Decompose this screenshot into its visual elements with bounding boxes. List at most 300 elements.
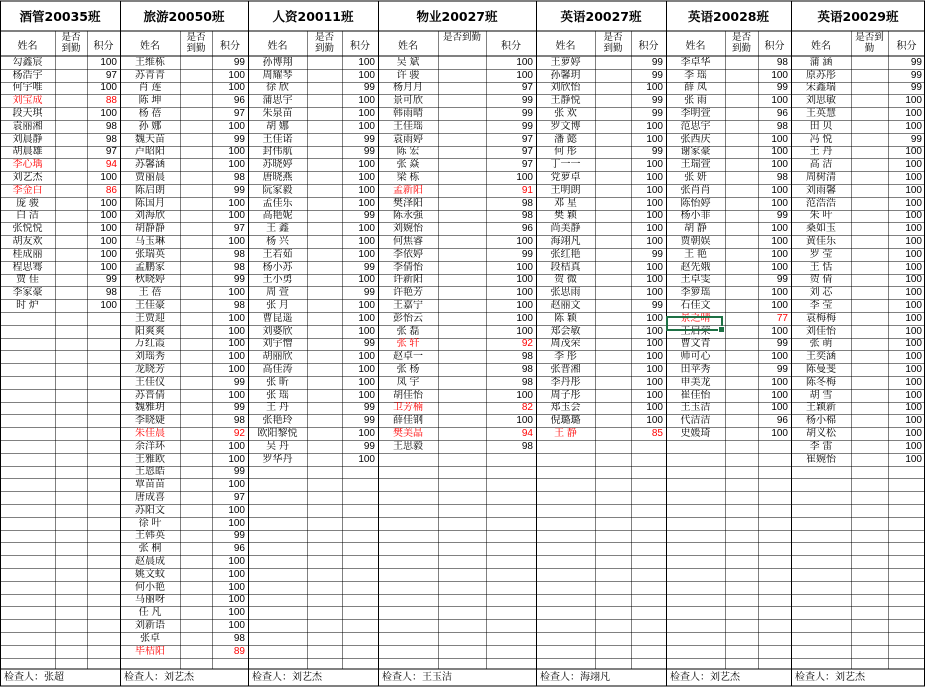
score-cell[interactable]: 100 xyxy=(228,159,245,171)
score-cell[interactable]: 100 xyxy=(228,453,245,465)
student-name-cell[interactable]: 李箩瑶 xyxy=(680,287,711,299)
score-cell[interactable]: 100 xyxy=(905,248,922,260)
score-cell[interactable]: 100 xyxy=(516,274,533,286)
score-cell[interactable]: 98 xyxy=(233,172,245,183)
student-name-cell[interactable]: 吴 丹 xyxy=(266,440,289,452)
score-cell[interactable]: 100 xyxy=(646,287,663,299)
score-cell[interactable]: 100 xyxy=(646,120,663,132)
score-cell[interactable]: 99 xyxy=(910,56,922,68)
student-name-cell[interactable]: 王 蓓 xyxy=(138,287,162,299)
score-cell[interactable]: 100 xyxy=(516,236,533,247)
student-name-cell[interactable]: 张 焱 xyxy=(396,159,420,171)
student-name-cell[interactable]: 刘婉怡 xyxy=(393,223,423,235)
score-cell[interactable]: 100 xyxy=(771,428,788,439)
score-cell[interactable]: 100 xyxy=(905,351,922,363)
student-name-cell[interactable]: 桑如玉 xyxy=(806,223,836,235)
student-name-cell[interactable]: 卢昭阳 xyxy=(135,146,165,158)
student-name-cell[interactable]: 王玉洁 xyxy=(680,402,711,414)
score-cell[interactable]: 100 xyxy=(100,261,117,273)
class-title[interactable]: 人资20011班 xyxy=(272,9,354,24)
score-cell[interactable]: 100 xyxy=(358,69,375,81)
score-cell[interactable]: 100 xyxy=(358,184,375,196)
student-name-cell[interactable]: 樊泽阳 xyxy=(393,197,423,209)
score-cell[interactable]: 100 xyxy=(228,581,245,593)
student-name-cell[interactable]: 李心瑀 xyxy=(12,159,43,171)
student-name-cell[interactable]: 王若茹 xyxy=(262,248,293,260)
score-cell[interactable]: 99 xyxy=(651,146,663,158)
student-name-cell[interactable]: 史媛琦 xyxy=(680,428,711,439)
student-name-cell[interactable]: 袁雨婷 xyxy=(393,133,423,145)
score-cell[interactable]: 100 xyxy=(771,223,788,235)
student-name-cell[interactable]: 龙晓芳 xyxy=(135,364,165,375)
header-score[interactable]: 积分 xyxy=(896,41,917,52)
class-title[interactable]: 酒管20035班 xyxy=(19,9,101,24)
score-cell[interactable]: 99 xyxy=(363,338,375,350)
score-cell[interactable]: 97 xyxy=(105,146,117,158)
student-name-cell[interactable]: 王 鑫 xyxy=(266,223,289,235)
score-cell[interactable]: 96 xyxy=(521,223,533,235)
student-name-cell[interactable]: 庞 骏 xyxy=(16,197,39,209)
class-title[interactable]: 英语20029班 xyxy=(817,9,899,24)
student-name-cell[interactable]: 余洋环 xyxy=(135,440,165,452)
score-cell[interactable]: 100 xyxy=(228,338,245,350)
student-name-cell[interactable]: 李晓婕 xyxy=(135,415,165,427)
student-name-cell[interactable]: 潘 懿 xyxy=(554,133,577,145)
student-name-cell[interactable]: 勾鑫宸 xyxy=(12,56,43,68)
student-name-cell[interactable]: 赵卓一 xyxy=(393,351,423,363)
student-name-cell[interactable]: 阮家毅 xyxy=(262,184,293,196)
student-name-cell[interactable]: 胡友欢 xyxy=(12,236,43,247)
score-cell[interactable]: 100 xyxy=(228,479,245,491)
score-cell[interactable]: 100 xyxy=(358,312,375,324)
score-cell[interactable]: 98 xyxy=(233,248,245,260)
student-name-cell[interactable]: 张 月 xyxy=(266,300,289,311)
student-name-cell[interactable]: 蒲思宇 xyxy=(262,95,293,107)
score-cell[interactable]: 100 xyxy=(905,184,922,196)
score-cell[interactable]: 99 xyxy=(651,248,663,260)
score-cell[interactable]: 98 xyxy=(776,172,788,183)
score-cell[interactable]: 98 xyxy=(521,376,533,388)
score-cell[interactable]: 100 xyxy=(771,402,788,414)
score-cell[interactable]: 100 xyxy=(771,248,788,260)
student-name-cell[interactable]: 韩雨晴 xyxy=(393,108,423,119)
score-cell[interactable]: 100 xyxy=(516,312,533,324)
score-cell[interactable]: 99 xyxy=(363,146,375,158)
header-score[interactable]: 积分 xyxy=(220,41,240,52)
score-cell[interactable]: 99 xyxy=(521,248,533,260)
header-name[interactable]: 姓名 xyxy=(140,41,160,52)
student-name-cell[interactable]: 倪璐璐 xyxy=(550,415,581,427)
student-name-cell[interactable]: 万红霞 xyxy=(135,338,165,350)
student-name-cell[interactable]: 张 萌 xyxy=(809,338,833,350)
inspector-cell[interactable] xyxy=(0,671,120,685)
score-cell[interactable]: 99 xyxy=(233,56,245,68)
student-name-cell[interactable]: 王恩皓 xyxy=(135,466,165,478)
student-name-cell[interactable]: 袁丽湘 xyxy=(12,120,43,132)
score-cell[interactable]: 100 xyxy=(905,197,922,209)
student-name-cell[interactable]: 田苹秀 xyxy=(680,364,711,375)
score-cell[interactable]: 100 xyxy=(358,56,375,68)
student-name-cell[interactable]: 张西庆 xyxy=(680,133,711,145)
student-name-cell[interactable]: 卫芳楠 xyxy=(393,402,423,414)
score-cell[interactable]: 100 xyxy=(358,120,375,132)
student-name-cell[interactable]: 王佳豪 xyxy=(135,300,165,311)
score-cell[interactable]: 100 xyxy=(358,453,375,465)
student-name-cell[interactable]: 张艳玲 xyxy=(262,415,293,427)
score-cell[interactable]: 100 xyxy=(646,197,663,209)
student-name-cell[interactable]: 张普湘 xyxy=(550,364,581,375)
score-cell[interactable]: 97 xyxy=(521,133,533,145)
student-name-cell[interactable]: 王佳瑶 xyxy=(393,120,423,132)
student-name-cell[interactable]: 王维栋 xyxy=(135,56,165,68)
header-score[interactable]: 积分 xyxy=(764,41,785,52)
score-cell[interactable]: 100 xyxy=(358,197,375,209)
student-name-cell[interactable]: 许艳芳 xyxy=(393,287,423,299)
score-cell[interactable]: 99 xyxy=(233,133,245,145)
score-cell[interactable]: 99 xyxy=(776,364,788,375)
student-name-cell[interactable]: 原苏彤 xyxy=(806,69,836,81)
score-cell[interactable]: 100 xyxy=(771,133,788,145)
inspector-cell[interactable] xyxy=(666,671,791,685)
student-name-cell[interactable]: 李倩怡 xyxy=(393,261,423,273)
score-cell[interactable]: 100 xyxy=(358,172,375,183)
score-cell[interactable]: 100 xyxy=(228,389,245,401)
student-name-cell[interactable]: 高艳妮 xyxy=(262,210,293,222)
inspector-cell[interactable] xyxy=(536,671,666,685)
student-name-cell[interactable]: 胡佳怡 xyxy=(393,389,423,401)
student-name-cell[interactable]: 刘婆欣 xyxy=(262,325,293,337)
score-cell[interactable]: 100 xyxy=(228,146,245,158)
score-cell[interactable]: 100 xyxy=(905,261,922,273)
header-attendance[interactable]: 是否到勤 xyxy=(186,32,206,54)
student-name-cell[interactable]: 王萝婷 xyxy=(550,56,581,68)
student-name-cell[interactable]: 党萝卓 xyxy=(550,172,581,183)
student-name-cell[interactable]: 张悦悦 xyxy=(12,223,43,235)
score-cell[interactable]: 98 xyxy=(105,120,117,132)
score-cell[interactable]: 99 xyxy=(776,210,788,222)
score-cell[interactable]: 100 xyxy=(358,248,375,260)
student-name-cell[interactable]: 彭怡云 xyxy=(393,312,423,324)
student-name-cell[interactable]: 崔佳怡 xyxy=(680,389,711,401)
student-name-cell[interactable]: 丁一一 xyxy=(550,159,581,171)
header-name[interactable]: 姓名 xyxy=(555,41,576,52)
score-cell[interactable]: 100 xyxy=(228,568,245,580)
score-cell[interactable]: 100 xyxy=(358,95,375,107)
header-name[interactable]: 姓名 xyxy=(685,41,706,52)
student-name-cell[interactable]: 秋晓婷 xyxy=(135,274,165,286)
score-cell[interactable]: 100 xyxy=(100,172,117,183)
score-cell[interactable]: 100 xyxy=(771,376,788,388)
score-cell[interactable]: 99 xyxy=(363,402,375,414)
header-score[interactable]: 积分 xyxy=(93,41,114,52)
score-cell[interactable]: 100 xyxy=(771,351,788,363)
student-name-cell[interactable]: 李金白 xyxy=(12,184,43,196)
score-cell[interactable]: 100 xyxy=(646,364,663,375)
score-cell[interactable]: 100 xyxy=(228,287,245,299)
score-cell[interactable]: 99 xyxy=(651,108,663,119)
student-name-cell[interactable]: 陈启朗 xyxy=(135,184,165,196)
student-name-cell[interactable]: 张肖肖 xyxy=(680,184,711,196)
student-name-cell[interactable]: 张 轩 xyxy=(396,338,420,350)
score-cell[interactable]: 100 xyxy=(905,95,922,107)
score-cell[interactable]: 100 xyxy=(100,108,117,119)
student-name-cell[interactable]: 石佳文 xyxy=(680,300,711,311)
score-cell[interactable]: 89 xyxy=(233,645,245,657)
student-name-cell[interactable]: 蒲 涵 xyxy=(809,56,833,68)
header-score[interactable]: 积分 xyxy=(350,41,370,52)
score-cell[interactable]: 100 xyxy=(100,210,117,222)
score-cell[interactable]: 98 xyxy=(521,197,533,209)
score-cell[interactable]: 100 xyxy=(905,146,922,158)
student-name-cell[interactable]: 苏晋倩 xyxy=(135,389,165,401)
inspector-cell[interactable] xyxy=(248,671,378,685)
score-cell[interactable]: 100 xyxy=(905,108,922,119)
score-cell[interactable]: 99 xyxy=(233,274,245,286)
student-name-cell[interactable]: 唐晓燕 xyxy=(262,172,293,183)
student-name-cell[interactable]: 许 骏 xyxy=(396,69,420,81)
score-cell[interactable]: 99 xyxy=(776,274,788,286)
student-name-cell[interactable]: 许新阳 xyxy=(393,274,423,286)
score-cell[interactable]: 100 xyxy=(228,440,245,452)
score-cell[interactable]: 96 xyxy=(233,543,245,555)
score-cell[interactable]: 100 xyxy=(358,428,375,439)
student-name-cell[interactable]: 姚文蚊 xyxy=(135,568,165,580)
score-cell[interactable]: 99 xyxy=(910,82,922,94)
student-name-cell[interactable]: 徐 叶 xyxy=(138,517,162,529)
score-cell[interactable]: 100 xyxy=(905,415,922,427)
score-cell[interactable]: 97 xyxy=(233,108,245,119)
score-cell[interactable]: 100 xyxy=(358,223,375,235)
score-cell[interactable]: 85 xyxy=(651,428,663,439)
header-name[interactable]: 姓名 xyxy=(398,41,418,52)
score-cell[interactable]: 97 xyxy=(521,159,533,171)
score-cell[interactable]: 99 xyxy=(363,210,375,222)
score-cell[interactable]: 100 xyxy=(100,223,117,235)
header-name[interactable]: 姓名 xyxy=(811,41,831,52)
student-name-cell[interactable]: 李卓华 xyxy=(680,56,711,68)
score-cell[interactable]: 100 xyxy=(516,172,533,183)
score-cell[interactable]: 100 xyxy=(646,312,663,324)
score-cell[interactable]: 100 xyxy=(646,159,663,171)
score-cell[interactable]: 100 xyxy=(228,504,245,516)
score-cell[interactable]: 96 xyxy=(233,95,245,107)
score-cell[interactable]: 100 xyxy=(646,82,663,94)
student-name-cell[interactable]: 范思宇 xyxy=(680,120,711,132)
score-cell[interactable]: 100 xyxy=(905,376,922,388)
score-cell[interactable]: 100 xyxy=(905,389,922,401)
student-name-cell[interactable]: 刘瑶秀 xyxy=(135,351,165,363)
student-name-cell[interactable]: 孙馨玥 xyxy=(550,69,581,81)
student-name-cell[interactable]: 王明朗 xyxy=(550,184,581,196)
student-name-cell[interactable]: 周 萱 xyxy=(266,287,289,299)
score-cell[interactable]: 99 xyxy=(233,466,245,478)
student-name-cell[interactable]: 凤 宇 xyxy=(396,376,420,388)
score-cell[interactable]: 99 xyxy=(233,184,245,196)
student-name-cell[interactable]: 赵丽文 xyxy=(550,300,581,311)
score-cell[interactable]: 100 xyxy=(771,184,788,196)
score-cell[interactable]: 92 xyxy=(233,428,245,439)
score-cell[interactable]: 99 xyxy=(363,287,375,299)
score-cell[interactable]: 100 xyxy=(771,389,788,401)
score-cell[interactable]: 100 xyxy=(646,223,663,235)
student-name-cell[interactable]: 李 莹 xyxy=(809,300,833,311)
student-name-cell[interactable]: 贾 佳 xyxy=(16,274,39,286)
score-cell[interactable]: 100 xyxy=(905,287,922,299)
student-name-cell[interactable]: 尚美静 xyxy=(550,223,581,235)
score-cell[interactable]: 100 xyxy=(228,325,245,337)
score-cell[interactable]: 100 xyxy=(646,325,663,337)
student-name-cell[interactable]: 师可心 xyxy=(680,351,711,363)
student-name-cell[interactable]: 李明萱 xyxy=(680,108,711,119)
student-name-cell[interactable]: 王英慧 xyxy=(806,108,836,119)
score-cell[interactable]: 100 xyxy=(358,159,375,171)
score-cell[interactable]: 100 xyxy=(358,325,375,337)
header-attendance[interactable]: 是否到勤 xyxy=(442,32,481,43)
student-name-cell[interactable]: 王小勇 xyxy=(262,274,293,286)
score-cell[interactable]: 100 xyxy=(228,620,245,631)
score-cell[interactable]: 100 xyxy=(905,120,922,132)
student-name-cell[interactable]: 李 彤 xyxy=(554,351,577,363)
student-name-cell[interactable]: 李 瑶 xyxy=(684,69,707,81)
score-cell[interactable]: 100 xyxy=(228,82,245,94)
student-name-cell[interactable]: 田 贝 xyxy=(809,120,833,132)
score-cell[interactable]: 100 xyxy=(228,364,245,375)
score-cell[interactable]: 100 xyxy=(771,69,788,81)
student-name-cell[interactable]: 苏晓婷 xyxy=(262,159,293,171)
student-name-cell[interactable]: 王韩英 xyxy=(135,530,165,542)
score-cell[interactable]: 100 xyxy=(646,184,663,196)
score-cell[interactable]: 100 xyxy=(905,274,922,286)
student-name-cell[interactable]: 刘晨静 xyxy=(12,133,43,145)
score-cell[interactable]: 100 xyxy=(228,69,245,81)
student-name-cell[interactable]: 杨小苏 xyxy=(262,261,293,273)
score-cell[interactable]: 100 xyxy=(100,56,117,68)
student-name-cell[interactable]: 马丽呀 xyxy=(135,594,165,606)
score-cell[interactable]: 100 xyxy=(516,56,533,68)
score-cell[interactable]: 98 xyxy=(233,415,245,427)
score-cell[interactable]: 98 xyxy=(776,120,788,132)
student-name-cell[interactable]: 刘艺杰 xyxy=(12,172,43,183)
student-name-cell[interactable]: 范浩浩 xyxy=(806,197,836,209)
student-name-cell[interactable]: 王佳诺 xyxy=(262,133,293,145)
student-name-cell[interactable]: 任 凡 xyxy=(138,607,162,619)
student-name-cell[interactable]: 陈 颖 xyxy=(554,312,577,324)
score-cell[interactable]: 100 xyxy=(771,159,788,171)
score-cell[interactable]: 98 xyxy=(233,300,245,311)
score-cell[interactable]: 100 xyxy=(358,351,375,363)
score-cell[interactable]: 100 xyxy=(228,312,245,324)
score-cell[interactable]: 100 xyxy=(646,274,663,286)
score-cell[interactable]: 99 xyxy=(651,95,663,107)
student-name-cell[interactable]: 何焦睿 xyxy=(393,236,423,247)
student-name-cell[interactable]: 陈国月 xyxy=(135,197,165,209)
student-name-cell[interactable]: 刘思敏 xyxy=(806,95,836,107)
student-name-cell[interactable]: 刘佳怡 xyxy=(806,325,836,337)
score-cell[interactable]: 100 xyxy=(100,236,117,247)
student-name-cell[interactable]: 贾丽晨 xyxy=(135,172,165,183)
student-name-cell[interactable]: 刘宝成 xyxy=(12,95,43,107)
student-name-cell[interactable]: 郑玉会 xyxy=(550,402,581,414)
student-name-cell[interactable]: 段天琪 xyxy=(12,108,43,119)
student-name-cell[interactable]: 李 雷 xyxy=(809,440,833,452)
score-cell[interactable]: 98 xyxy=(521,210,533,222)
score-cell[interactable]: 100 xyxy=(905,236,922,247)
student-name-cell[interactable]: 樊 颖 xyxy=(554,210,577,222)
student-name-cell[interactable]: 孙博翔 xyxy=(262,56,293,68)
student-name-cell[interactable]: 苏青青 xyxy=(135,69,165,81)
student-name-cell[interactable]: 胡丽欣 xyxy=(262,351,293,363)
score-cell[interactable]: 99 xyxy=(521,120,533,132)
student-name-cell[interactable]: 张瑞英 xyxy=(135,248,165,260)
student-name-cell[interactable]: 张 妍 xyxy=(684,172,707,183)
student-name-cell[interactable]: 胡 雪 xyxy=(809,389,833,401)
student-name-cell[interactable]: 杨小棉 xyxy=(806,415,836,427)
student-name-cell[interactable]: 陈曼斐 xyxy=(806,364,836,375)
header-attendance[interactable]: 是否到勤 xyxy=(603,32,623,54)
student-name-cell[interactable]: 封伟航 xyxy=(262,146,293,158)
student-name-cell[interactable]: 杨月月 xyxy=(393,82,423,94)
student-name-cell[interactable]: 海翊凡 xyxy=(550,236,581,247)
score-cell[interactable]: 100 xyxy=(358,364,375,375)
student-name-cell[interactable]: 王奕涵 xyxy=(806,351,836,363)
student-name-cell[interactable]: 苏馨涵 xyxy=(135,159,165,171)
student-name-cell[interactable]: 高佳涛 xyxy=(262,364,293,375)
score-cell[interactable]: 98 xyxy=(521,351,533,363)
score-cell[interactable]: 92 xyxy=(521,338,533,350)
score-cell[interactable]: 100 xyxy=(228,351,245,363)
score-cell[interactable]: 100 xyxy=(905,364,922,375)
score-cell[interactable]: 99 xyxy=(363,440,375,452)
inspector-cell[interactable] xyxy=(791,671,925,685)
student-name-cell[interactable]: 王 丹 xyxy=(266,402,289,414)
score-cell[interactable]: 99 xyxy=(233,376,245,388)
student-name-cell[interactable]: 王佳仪 xyxy=(135,376,165,388)
score-cell[interactable]: 100 xyxy=(516,261,533,273)
score-cell[interactable]: 100 xyxy=(646,133,663,145)
score-cell[interactable]: 100 xyxy=(358,300,375,311)
score-cell[interactable]: 98 xyxy=(233,261,245,273)
score-cell[interactable]: 99 xyxy=(363,133,375,145)
score-cell[interactable]: 94 xyxy=(521,428,533,439)
student-name-cell[interactable]: 孟鹏家 xyxy=(135,261,165,273)
student-name-cell[interactable]: 时 炉 xyxy=(16,300,39,311)
score-cell[interactable]: 86 xyxy=(105,184,117,196)
student-name-cell[interactable]: 王启荣 xyxy=(680,325,711,337)
student-name-cell[interactable]: 张 昕 xyxy=(266,376,289,388)
score-cell[interactable]: 100 xyxy=(905,453,922,465)
student-name-cell[interactable]: 刘海欣 xyxy=(135,210,165,222)
student-name-cell[interactable]: 王思毅 xyxy=(393,440,423,452)
score-cell[interactable]: 97 xyxy=(233,223,245,235)
header-name[interactable]: 姓名 xyxy=(267,41,288,52)
student-name-cell[interactable]: 郑会敏 xyxy=(550,325,581,337)
score-cell[interactable]: 97 xyxy=(521,146,533,158)
student-name-cell[interactable]: 王 艳 xyxy=(684,248,707,260)
score-cell[interactable]: 100 xyxy=(771,261,788,273)
student-name-cell[interactable]: 赵晨成 xyxy=(135,556,165,567)
score-cell[interactable]: 99 xyxy=(233,530,245,542)
student-name-cell[interactable]: 邓 星 xyxy=(554,197,577,209)
student-name-cell[interactable]: 胡 娜 xyxy=(266,120,289,132)
student-name-cell[interactable]: 胡 静 xyxy=(684,223,707,235)
class-title[interactable]: 旅游20050班 xyxy=(143,9,225,24)
score-cell[interactable]: 100 xyxy=(646,415,663,427)
class-title[interactable]: 物业20027班 xyxy=(416,9,498,24)
score-cell[interactable]: 99 xyxy=(776,82,788,94)
student-name-cell[interactable]: 王 恬 xyxy=(809,261,833,273)
score-cell[interactable]: 100 xyxy=(646,351,663,363)
score-cell[interactable]: 99 xyxy=(233,402,245,414)
